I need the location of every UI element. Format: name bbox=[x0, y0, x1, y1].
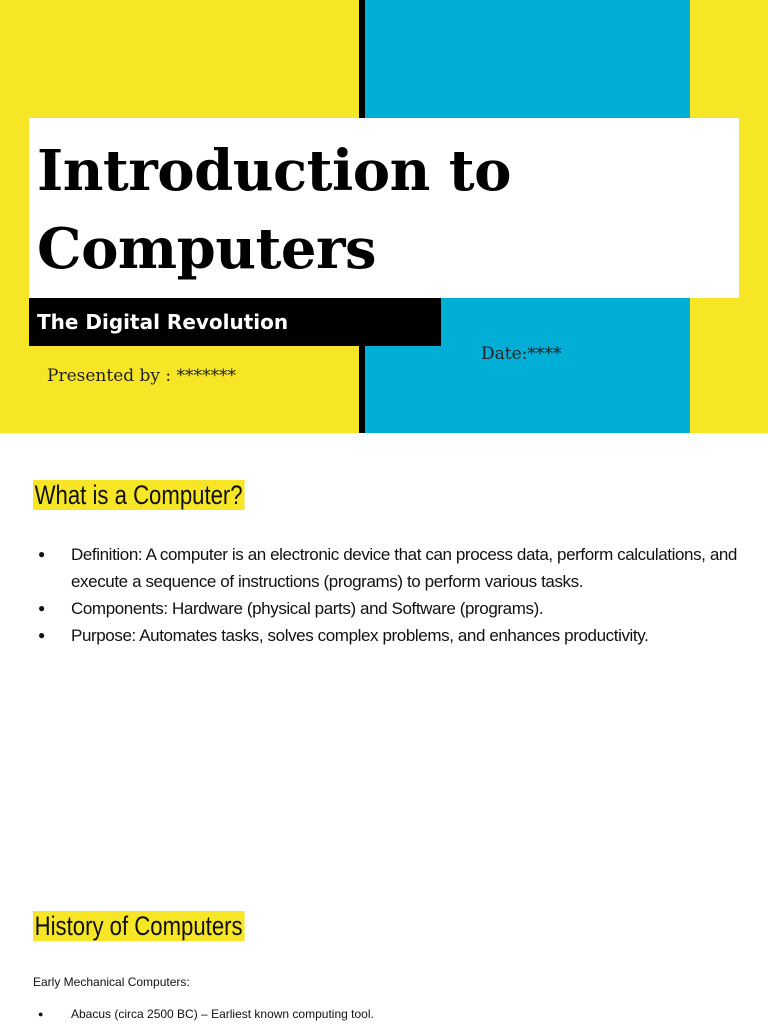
subtitle-bar: The Digital Revolution bbox=[29, 298, 441, 346]
presenter-text: Presented by : ******* bbox=[47, 366, 237, 386]
heading-text: What is a Computer? bbox=[34, 480, 243, 510]
title-cover bbox=[0, 0, 768, 433]
document-title: Introduction to Computers bbox=[37, 138, 512, 282]
definition-list bbox=[33, 541, 768, 649]
subheading-early-mechanical: Early Mechanical Computers: bbox=[33, 975, 190, 989]
bullet-abacus: ● Abacus (circa 2500 BC) – Earliest known computing tool. bbox=[33, 1004, 374, 1024]
bullet-definition: ● Definition: A computer is an electronic device that can process data, perform calculations, and execute a sequence of instructions (programs) to perform various tasks. bbox=[33, 541, 768, 595]
bullet-components: ● Components: Hardware (physical parts) and Software (programs). bbox=[33, 595, 768, 622]
section-heading-what-is-computer bbox=[33, 477, 244, 513]
section-heading-history bbox=[33, 908, 244, 944]
date-text: Date:**** bbox=[481, 344, 562, 364]
title-box bbox=[29, 118, 739, 298]
bullet-purpose: ● Purpose: Automates tasks, solves complex problems, and enhances productivity. bbox=[33, 622, 768, 649]
history-list bbox=[33, 1004, 374, 1024]
heading-text: History of Computers bbox=[34, 911, 243, 941]
